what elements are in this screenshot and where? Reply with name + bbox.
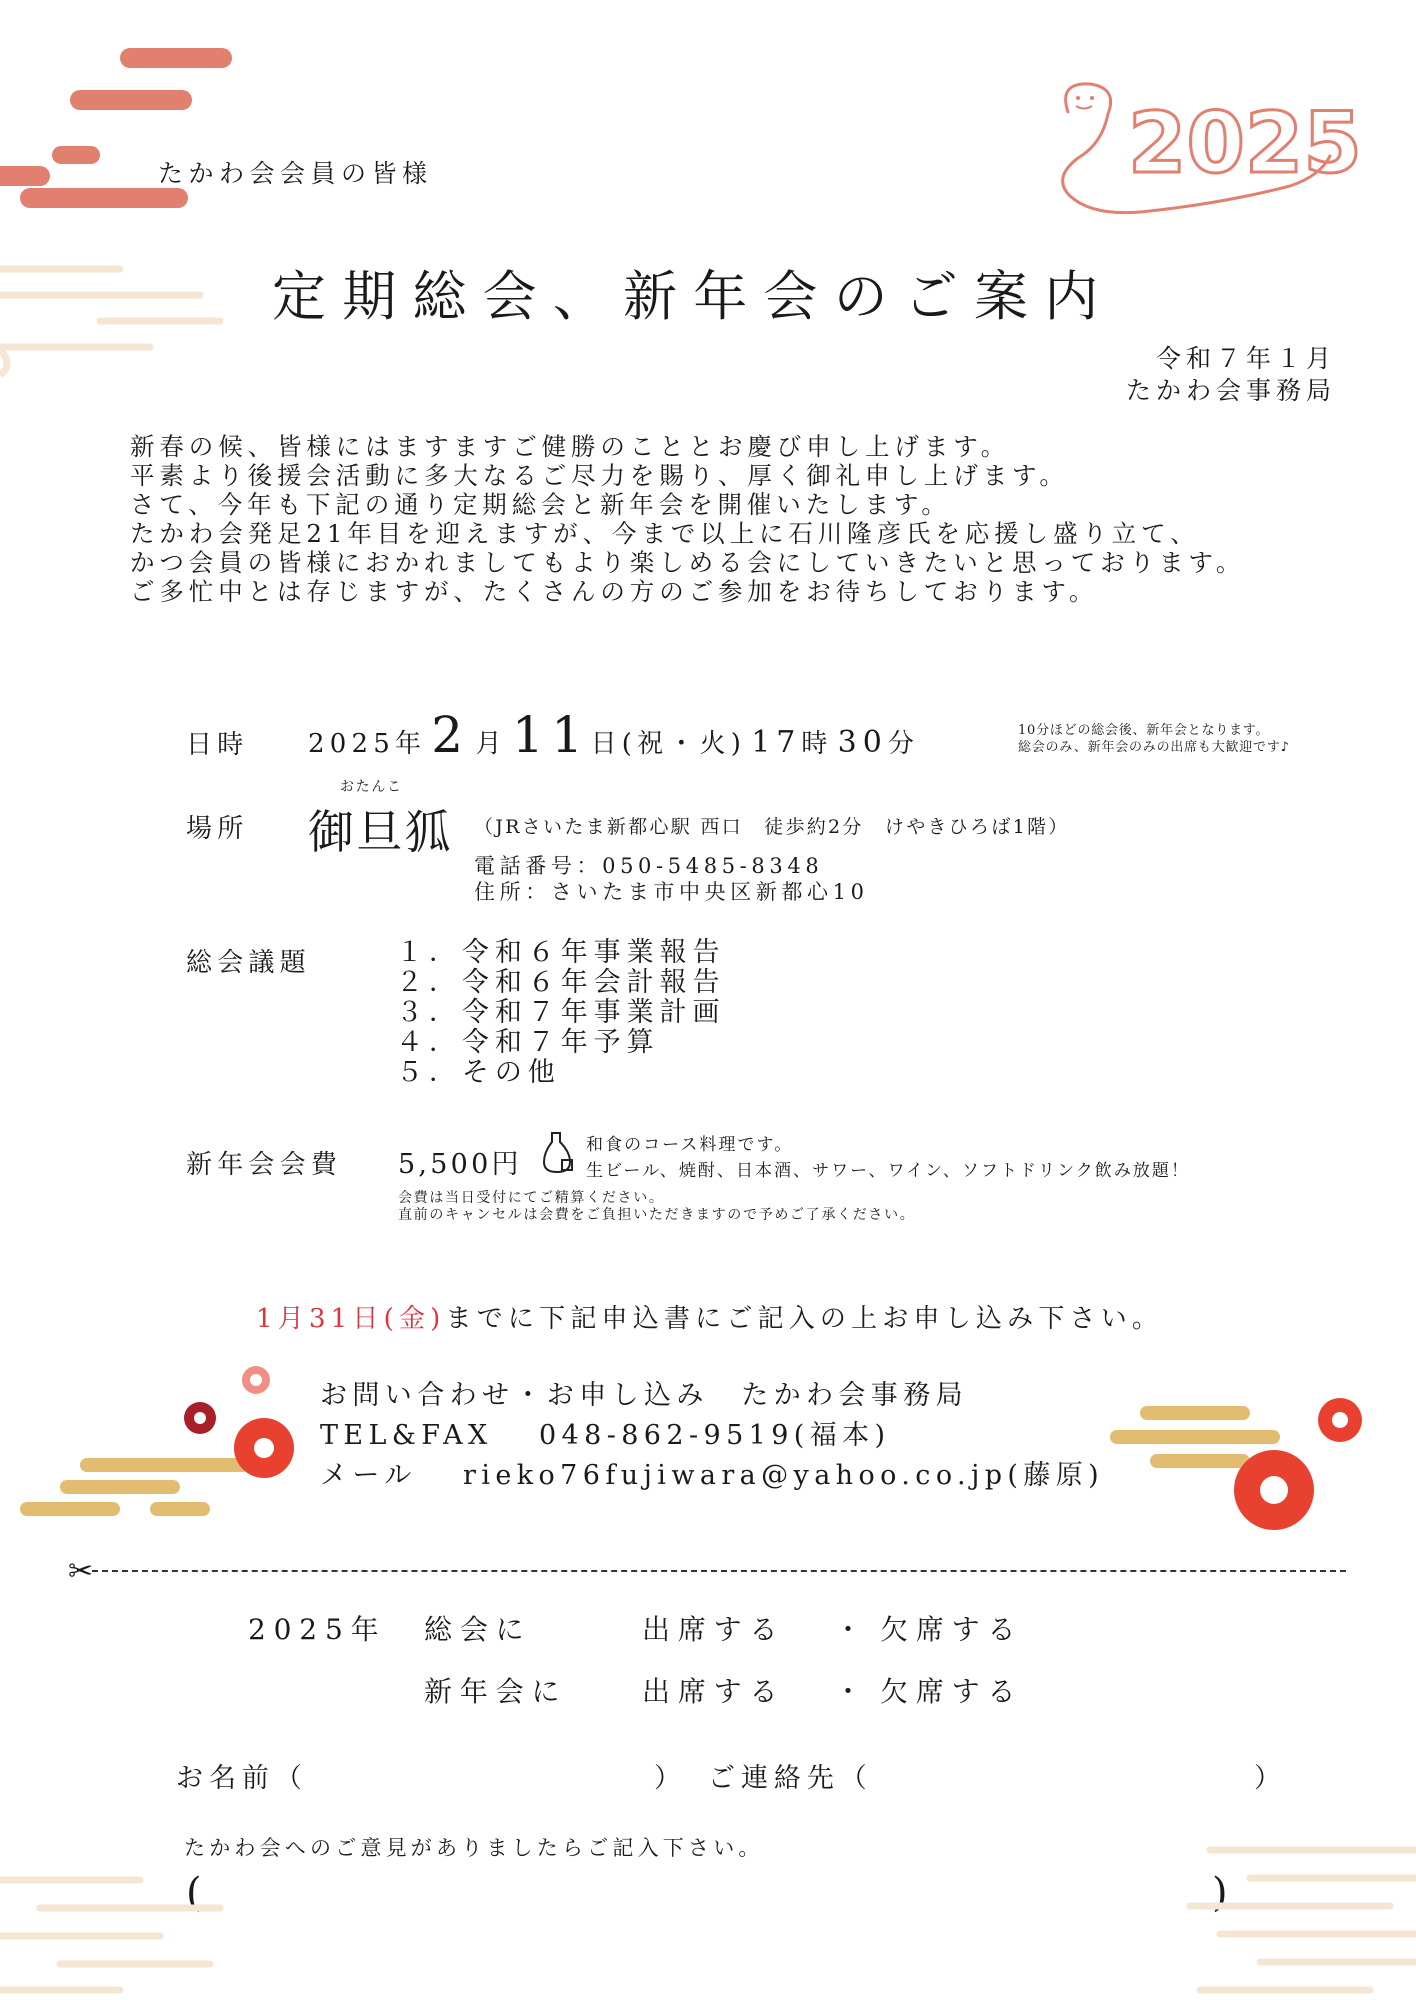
logo-year: 2025 — [1128, 94, 1362, 192]
datetime-hour-unit: 時 — [801, 729, 833, 759]
name-field-close: ） — [654, 1763, 681, 1794]
datetime-hour: 17 — [751, 725, 802, 760]
datetime-day: 11 — [511, 706, 591, 764]
datetime-label: 日時 — [186, 730, 249, 760]
place-label: 場所 — [186, 814, 249, 844]
greeting-line: 新春の候、皆様にはますますご健勝のこととお慶び申し上げます。 — [130, 432, 1011, 461]
plum-blossom-decoration-right — [1110, 1390, 1400, 1540]
place-tel: 電話番号：050-5485-8348 — [474, 854, 824, 878]
issue-date: 令和７年１月 — [1155, 344, 1336, 373]
agenda-item: ５．その他 — [396, 1057, 561, 1088]
place-name: 御旦狐 — [308, 805, 453, 859]
cream-cloud-decoration-bottom-right — [1190, 1830, 1416, 2000]
snake-2025-logo — [1048, 72, 1362, 222]
deadline-text: までに下記申込書にご記入の上お申し込み下さい。 — [445, 1304, 1164, 1334]
agenda-item: １．令和６年事業報告 — [396, 937, 726, 968]
datetime-note-line: 総会のみ、新年会のみの出席も大歓迎です♪ — [1018, 740, 1290, 755]
new-year-party-attend-option[interactable]: 出席する — [642, 1675, 786, 1708]
fee-description — [586, 1132, 1190, 1184]
greeting-line: 平素より後援会活動に多大なるご尽力を賜り、厚く御礼申し上げます。 — [130, 461, 1069, 490]
sake-bottle-icon — [540, 1130, 574, 1174]
agenda-list — [396, 938, 725, 1088]
new-year-party-absent-option[interactable]: 欠席する — [880, 1675, 1024, 1708]
opinion-field-close: ) — [1212, 1870, 1228, 1916]
issuer: たかわ会事務局 — [1125, 376, 1336, 405]
general-meeting-attend-option[interactable]: 出席する — [642, 1613, 786, 1646]
contact-line: TEL&FAX 048-862-9519(福本) — [320, 1420, 891, 1451]
reply-year: 2025年 — [248, 1613, 387, 1646]
cream-cloud-decoration-top — [0, 255, 230, 375]
greeting-line: さて、今年も下記の通り定期総会と新年会を開催いたします。 — [130, 490, 951, 519]
fee-label: 新年会会費 — [186, 1150, 343, 1180]
datetime-note-line: 10分ほどの総会後、新年会となります。 — [1018, 723, 1270, 738]
page-title: 定期総会、新年会のご案内 — [272, 265, 1115, 328]
deadline-line — [256, 1298, 1163, 1335]
option-separator: ・ — [834, 1613, 870, 1646]
datetime-day-unit: 日(祝・火) — [590, 729, 747, 759]
opinion-field-label: たかわ会へのご意見がありましたらご記入下さい。 — [184, 1836, 764, 1860]
contact-line: お問い合わせ・お申し込み たかわ会事務局 — [320, 1380, 968, 1411]
datetime-value — [308, 706, 919, 764]
scissors-icon: ✂ — [68, 1554, 94, 1589]
greeting-paragraph — [130, 432, 1245, 606]
deadline-date: 1月31日(金) — [256, 1304, 446, 1334]
addressee: たかわ会会員の皆様 — [158, 159, 433, 188]
coral-cloud-decoration — [0, 40, 240, 220]
datetime-year: 2025年 — [308, 729, 427, 759]
plum-blossom-decoration-left — [20, 1352, 320, 1532]
contact-field-close: ） — [1254, 1763, 1281, 1794]
name-field-label: お名前（ — [176, 1763, 308, 1794]
greeting-line: かつ会員の皆様におかれましてもより楽しめる会にしていきたいと思っております。 — [130, 548, 1246, 577]
place-access: （JRさいたま新都心駅 西口 徒歩約2分 けやきひろば1階） — [474, 816, 1070, 838]
datetime-month-unit: 月 — [475, 729, 507, 759]
option-separator: ・ — [834, 1675, 870, 1708]
reply-general-meeting-label: 総会に — [424, 1613, 532, 1646]
issue-block — [1126, 343, 1336, 407]
fee-amount: 5,500円 — [398, 1149, 522, 1180]
reply-new-year-party-label: 新年会に — [424, 1675, 568, 1708]
general-meeting-absent-option[interactable]: 欠席する — [880, 1613, 1024, 1646]
datetime-minute: 30 — [837, 725, 888, 760]
contact-line: メール rieko76fujiwara@yahoo.co.jp(藤原) — [320, 1460, 1105, 1491]
cut-line — [92, 1570, 1346, 1572]
agenda-label: 総会議題 — [186, 948, 311, 978]
opinion-field-open: ( — [186, 1870, 202, 1916]
place-address: 住所：さいたま市中央区新都心10 — [474, 880, 869, 904]
place-ruby: おたんこ — [340, 779, 403, 795]
datetime-minute-unit: 分 — [887, 729, 920, 759]
greeting-line: ご多忙中とは存じますが、たくさんの方のご参加をお待ちしております。 — [130, 577, 1099, 606]
greeting-line: たかわ会発足21年目を迎えますが、今まで以上に石川隆彦氏を応援し盛り立て、 — [130, 519, 1200, 548]
agenda-item: ３．令和７年事業計画 — [396, 997, 726, 1028]
contact-block — [320, 1376, 1104, 1496]
agenda-item: ２．令和６年会計報告 — [396, 967, 726, 998]
datetime-month: 2 — [431, 706, 471, 764]
fee-note-line: 直前のキャンセルは会費をご負担いただきますので予めご了承ください。 — [398, 1207, 916, 1223]
datetime-note — [1018, 722, 1290, 756]
fee-description-line: 生ビール、焼酎、日本酒、サワー、ワイン、ソフトドリンク飲み放題！ — [586, 1161, 1191, 1181]
agenda-item: ４．令和７年予算 — [396, 1027, 660, 1058]
fee-description-line: 和食のコース料理です。 — [586, 1135, 794, 1155]
cream-cloud-decoration-bottom-left — [0, 1860, 230, 2000]
fee-note-line: 会費は当日受付にてご精算ください。 — [398, 1190, 665, 1206]
fee-note — [398, 1190, 915, 1224]
contact-field-label: ご連絡先（ — [708, 1763, 873, 1794]
